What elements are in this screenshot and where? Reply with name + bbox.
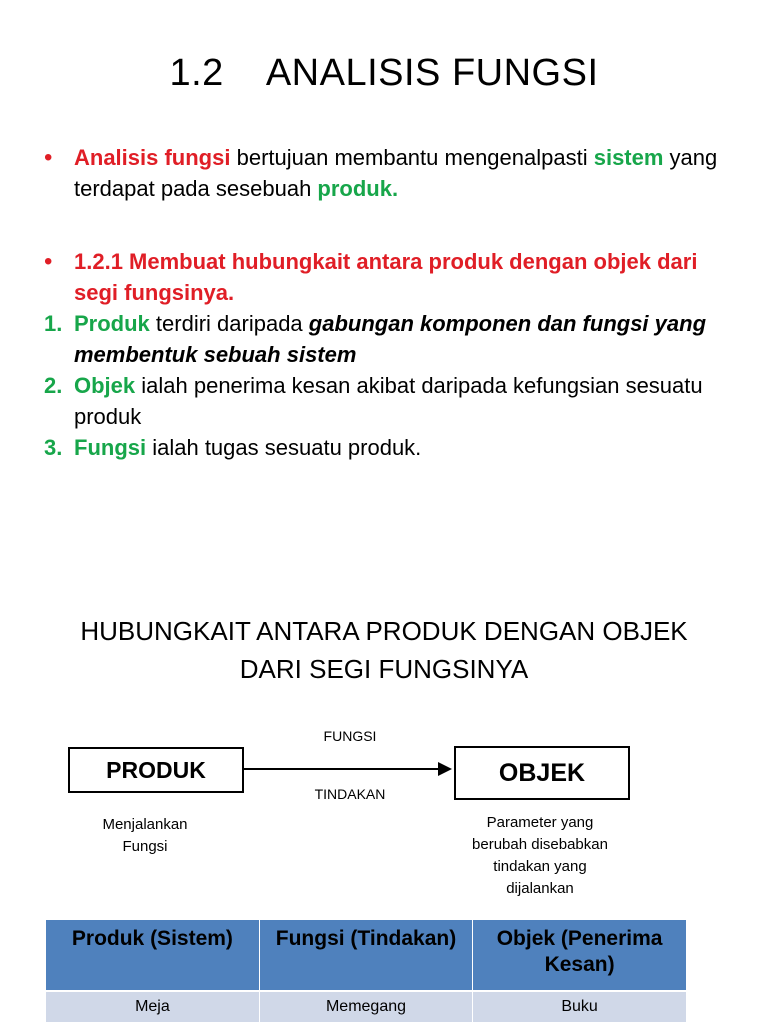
- item-emphasis: gabungan komponen dan fungsi yang membentuk sebuah sistem: [74, 311, 707, 367]
- desc-line: tindakan yang: [493, 858, 587, 875]
- numbered-item: [44, 432, 744, 463]
- term-produk: produk.: [317, 176, 399, 201]
- arrow-label-tindakan: TINDAKAN: [314, 786, 386, 802]
- bullet-item: [44, 246, 744, 308]
- bullet-list: [44, 142, 744, 463]
- item-text: terdiri daripada: [149, 311, 309, 336]
- item-number: 1.: [44, 311, 63, 336]
- table-cell: Buku: [473, 991, 686, 1022]
- produk-box: PRODUK: [68, 747, 244, 793]
- item-number: 2.: [44, 373, 63, 398]
- table-header-row: [46, 920, 686, 991]
- diagram-title: [0, 612, 768, 688]
- objek-description: [440, 812, 640, 900]
- diagram-title-line: DARI SEGI FUNGSINYA: [239, 654, 529, 684]
- diagram-title-line: HUBUNGKAIT ANTARA PRODUK DENGAN OBJEK: [80, 616, 688, 646]
- item-key: Produk: [74, 311, 150, 336]
- page-title: [0, 52, 768, 95]
- bullet-text: bertujuan membantu mengenalpasti: [230, 145, 594, 170]
- section-title: ANALISIS FUNGSI: [265, 52, 599, 94]
- item-key: Fungsi: [74, 435, 147, 460]
- arrow-line: [244, 768, 444, 770]
- arrow-right-icon: [438, 762, 452, 776]
- item-text: ialah tugas sesuatu produk.: [146, 435, 422, 460]
- item-key: Objek: [74, 373, 136, 398]
- desc-line: Parameter yang: [486, 814, 594, 831]
- table-header-cell: Produk (Sistem): [46, 920, 259, 991]
- objek-box: OBJEK: [454, 746, 630, 800]
- bullet-item: [44, 142, 744, 204]
- bullet-dot-icon: •: [44, 144, 53, 171]
- item-number: 3.: [44, 435, 63, 460]
- produk-description: [70, 814, 220, 858]
- term-sistem: sistem: [593, 145, 664, 170]
- arrow-label-fungsi: FUNGSI: [323, 728, 377, 744]
- bullet-text: yang terdapat pada sesebuah: [74, 145, 718, 201]
- numbered-item: [44, 308, 744, 370]
- table-header-cell: Objek (Penerima Kesan): [473, 920, 686, 991]
- table-cell: Meja: [46, 991, 259, 1022]
- desc-line: dijalankan: [506, 880, 574, 897]
- section-number: 1.2: [169, 52, 224, 94]
- bullet-dot-icon: •: [44, 248, 53, 275]
- example-table: [46, 920, 686, 1022]
- table-header-cell: Fungsi (Tindakan): [259, 920, 472, 991]
- subsection-heading: 1.2.1 Membuat hubungkait antara produk dengan objek dari segi fungsinya.: [74, 249, 698, 305]
- desc-line: Menjalankan: [102, 816, 188, 833]
- numbered-item: [44, 370, 744, 432]
- table-row: [46, 991, 686, 1022]
- item-text: ialah penerima kesan akibat daripada kefungsian sesuatu produk: [74, 373, 703, 429]
- term-analisis-fungsi: Analisis fungsi: [74, 145, 231, 170]
- desc-line: berubah disebabkan: [472, 836, 608, 853]
- desc-line: Fungsi: [122, 838, 168, 855]
- table-cell: Memegang: [259, 991, 472, 1022]
